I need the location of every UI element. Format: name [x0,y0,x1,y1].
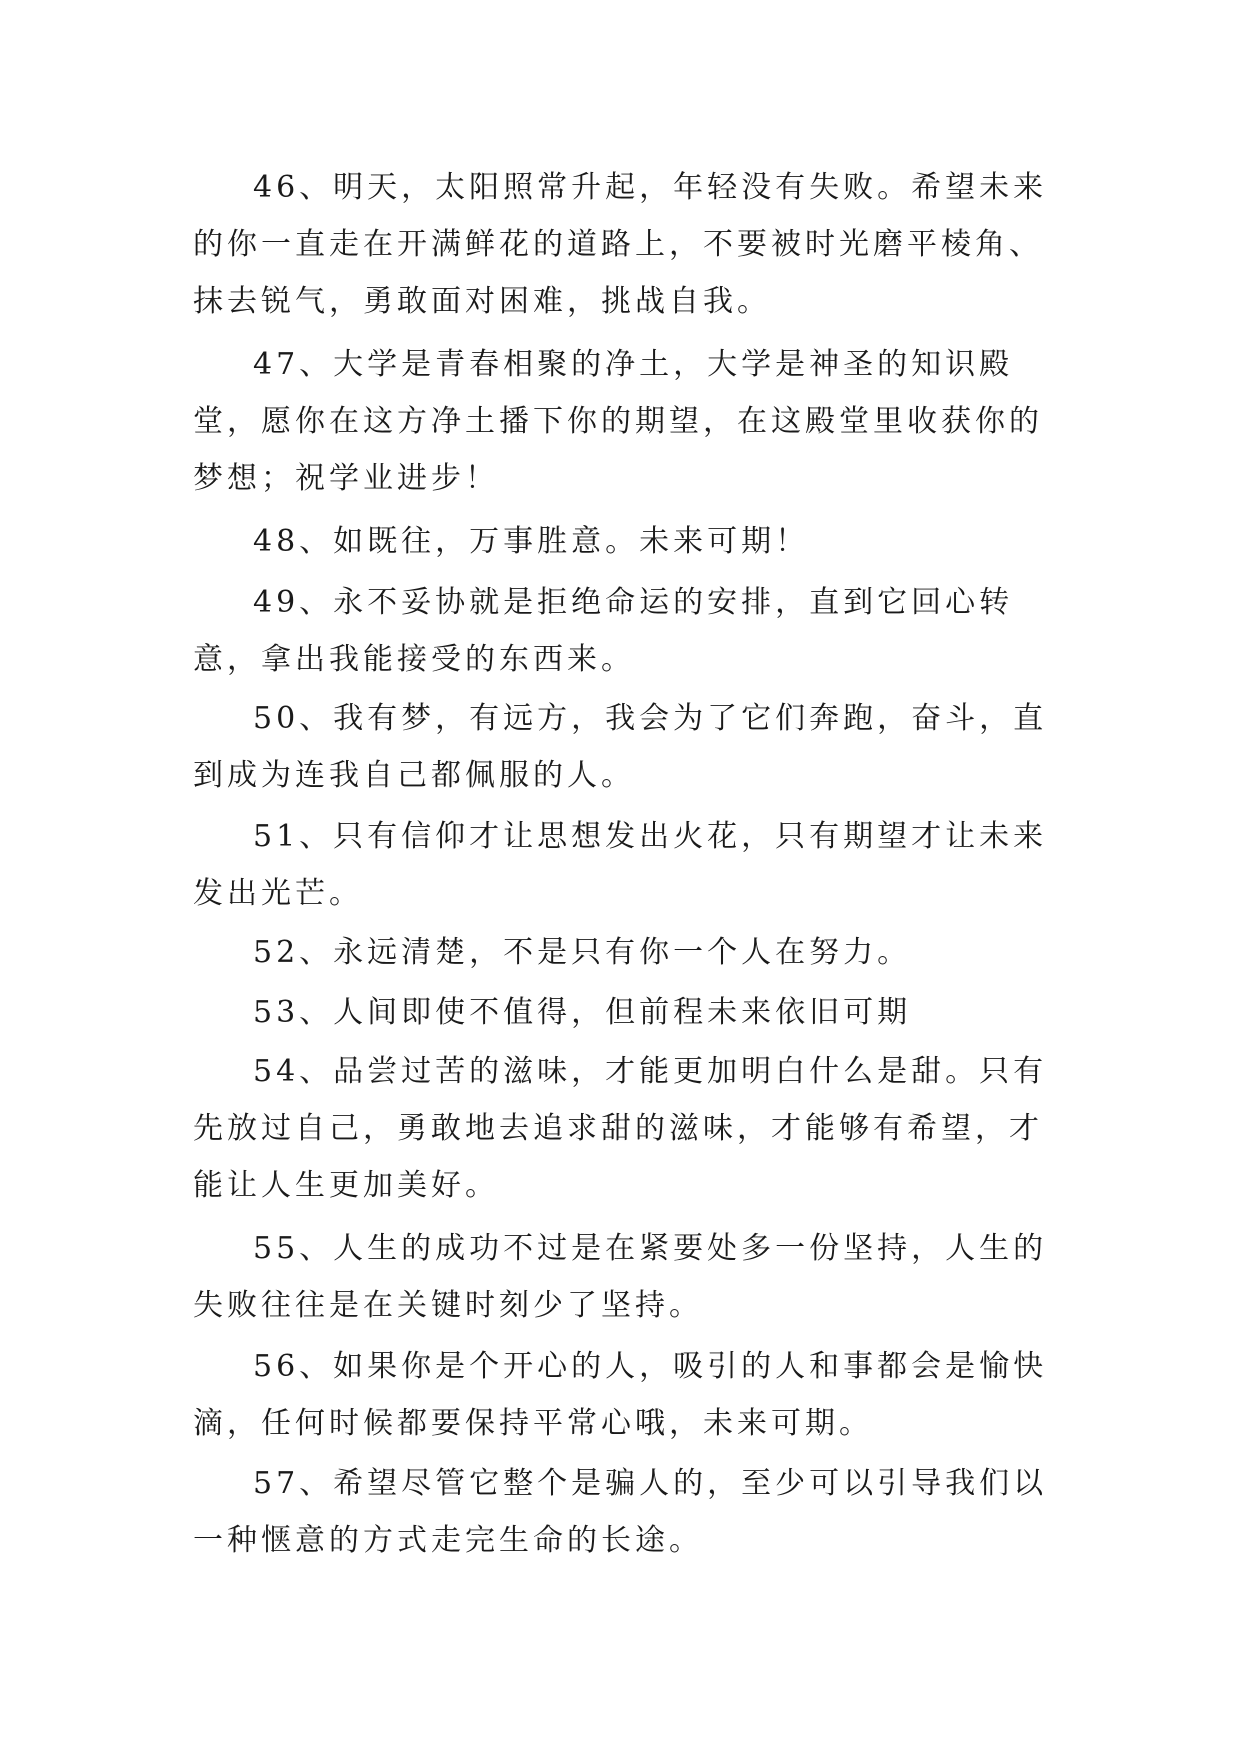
paragraph-51: 51、只有信仰才让思想发出火花，只有期望才让未来发出光芒。 [193,819,1048,911]
paragraph-54: 54、品尝过苦的滋味，才能更加明白什么是甜。只有先放过自己，勇敢地去追求甜的滋味，才能够有希望，才能让人生更加美好。 [193,1054,1048,1203]
paragraph-56: 56、如果你是个开心的人，吸引的人和事都会是愉快滴，任何时候都要保持平常心哦，未来可期。 [193,1349,1048,1441]
paragraph-52: 52、永远清楚，不是只有你一个人在努力。 [253,935,912,970]
paragraph-49: 49、永不妥协就是拒绝命运的安排，直到它回心转意，拿出我能接受的东西来。 [193,585,1014,677]
paragraph-53: 53、人间即使不值得，但前程未来依旧可期 [253,995,912,1030]
paragraph-50: 50、我有梦，有远方，我会为了它们奔跑，奋斗，直到成为连我自己都佩服的人。 [193,701,1048,793]
paragraph-48: 48、如既往，万事胜意。未来可期！ [253,524,810,559]
paragraph-57: 57、希望尽管它整个是骗人的，至少可以引导我们以一种惬意的方式走完生命的长途。 [193,1466,1048,1558]
paragraph-55: 55、人生的成功不过是在紧要处多一份坚持，人生的失败往往是在关键时刻少了坚持。 [193,1231,1048,1323]
paragraph-47: 47、大学是青春相聚的净土，大学是神圣的知识殿堂，愿你在这方净土播下你的期望，在这殿堂里收获你的梦想；祝学业进步！ [193,347,1043,496]
paragraph-46: 46、明天，太阳照常升起，年轻没有失败。希望未来的你一直走在开满鲜花的道路上，不要被时光磨平棱角、抹去锐气，勇敢面对困难，挑战自我。 [193,170,1048,319]
